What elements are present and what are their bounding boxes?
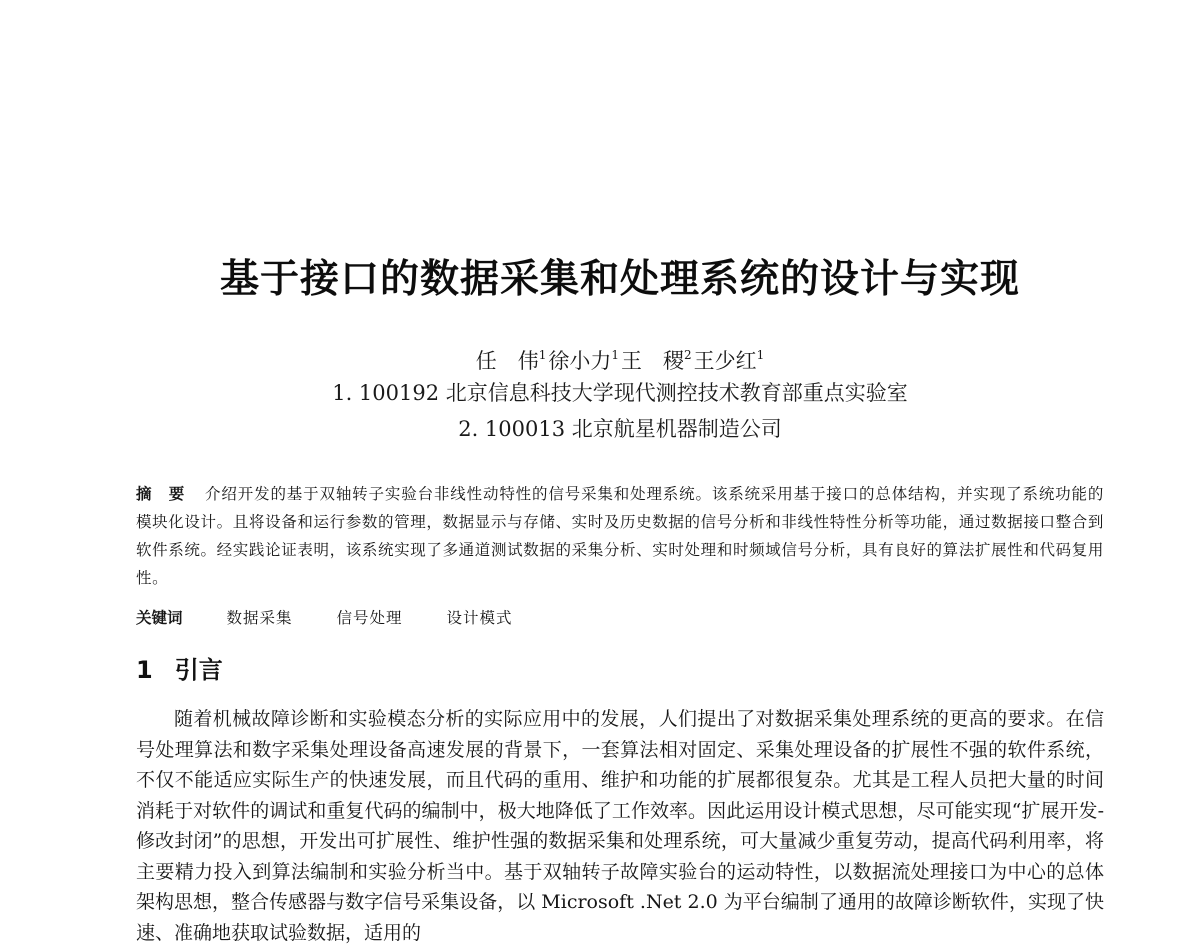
abstract xyxy=(136,480,1104,592)
author-affiliation-mark: 1 xyxy=(538,348,547,362)
author-list xyxy=(0,341,1200,375)
keyword: 数据采集 xyxy=(226,609,293,627)
author-name: 王 稷 xyxy=(621,349,684,373)
section-number: 1 xyxy=(136,656,153,684)
body-paragraph: 随着机械故障诊断和实验模态分析的实际应用中的发展，人们提出了对数据采集处理系统的更高的要求。在信号处理算法和数字采集处理设备高速发展的背景下，一套算法相对固定、采集处理设备的扩展性不强的软件系统，不仅不能适应实际生产的快速发展，而且代码的重用、维护和功能的扩展都很复杂。尤其是工程人员把大量的时间消耗于对软件的调试和重复代码的编制中，极大地降低了工作效率。因此运用设计模式思想，尽可能实现“扩展开发-修改封闭”的思想，开发出可扩展性、维护性强的数据采集和处理系统，可大量减少重复劳动，提高代码利用率，将主要精力投入到算法编制和实验分析当中。基于双轴转子故障实验台的运动特性，以数据流处理接口为中心的总体架构思想，整合传感器与数字信号采集设备，以 Microsoft .Net 2.0 为平台编制了通用的故障诊断软件，实现了快速、准确地获取试验数据，适用的 xyxy=(136,708,1104,944)
section-title: 引言 xyxy=(174,656,223,684)
author xyxy=(621,349,692,373)
affiliation-2: 2. 100013 北京航星机器制造公司 xyxy=(458,417,782,441)
author-affiliation-mark: 2 xyxy=(684,348,692,362)
affiliation-1: 1. 100192 北京信息科技大学现代测控技术教育部重点实验室 xyxy=(332,381,908,405)
author-affiliation-mark: 1 xyxy=(611,348,619,362)
author xyxy=(694,349,765,373)
keyword: 设计模式 xyxy=(446,609,513,627)
author-name: 徐小力 xyxy=(548,349,612,373)
abstract-label: 摘 要 xyxy=(136,485,186,503)
abstract-text: 介绍开发的基于双轴转子实验台非线性动特性的信号采集和处理系统。该系统采用基于接口的总体结构，并实现了系统功能的模块化设计。且将设备和运行参数的管理，数据显示与存储、实时及历史数据的信号分析和非线性特性分析等功能，通过数据接口整合到软件系统。经实践论证表明，该系统实现了多通道测试数据的采集分析、实时处理和时频域信号分析，具有良好的算法扩展性和代码复用性。 xyxy=(136,485,1104,587)
keywords-label: 关键词 xyxy=(136,609,183,627)
paper-title: 基于接口的数据采集和处理系统的设计与实现 xyxy=(219,257,1020,302)
author xyxy=(476,349,547,373)
author-name: 王少红 xyxy=(693,349,757,373)
author xyxy=(548,349,619,373)
author-name: 任 伟 xyxy=(475,349,539,373)
keyword: 信号处理 xyxy=(336,609,403,627)
author-affiliation-mark: 1 xyxy=(756,348,765,362)
keywords xyxy=(136,604,1104,632)
section-heading xyxy=(136,650,223,685)
